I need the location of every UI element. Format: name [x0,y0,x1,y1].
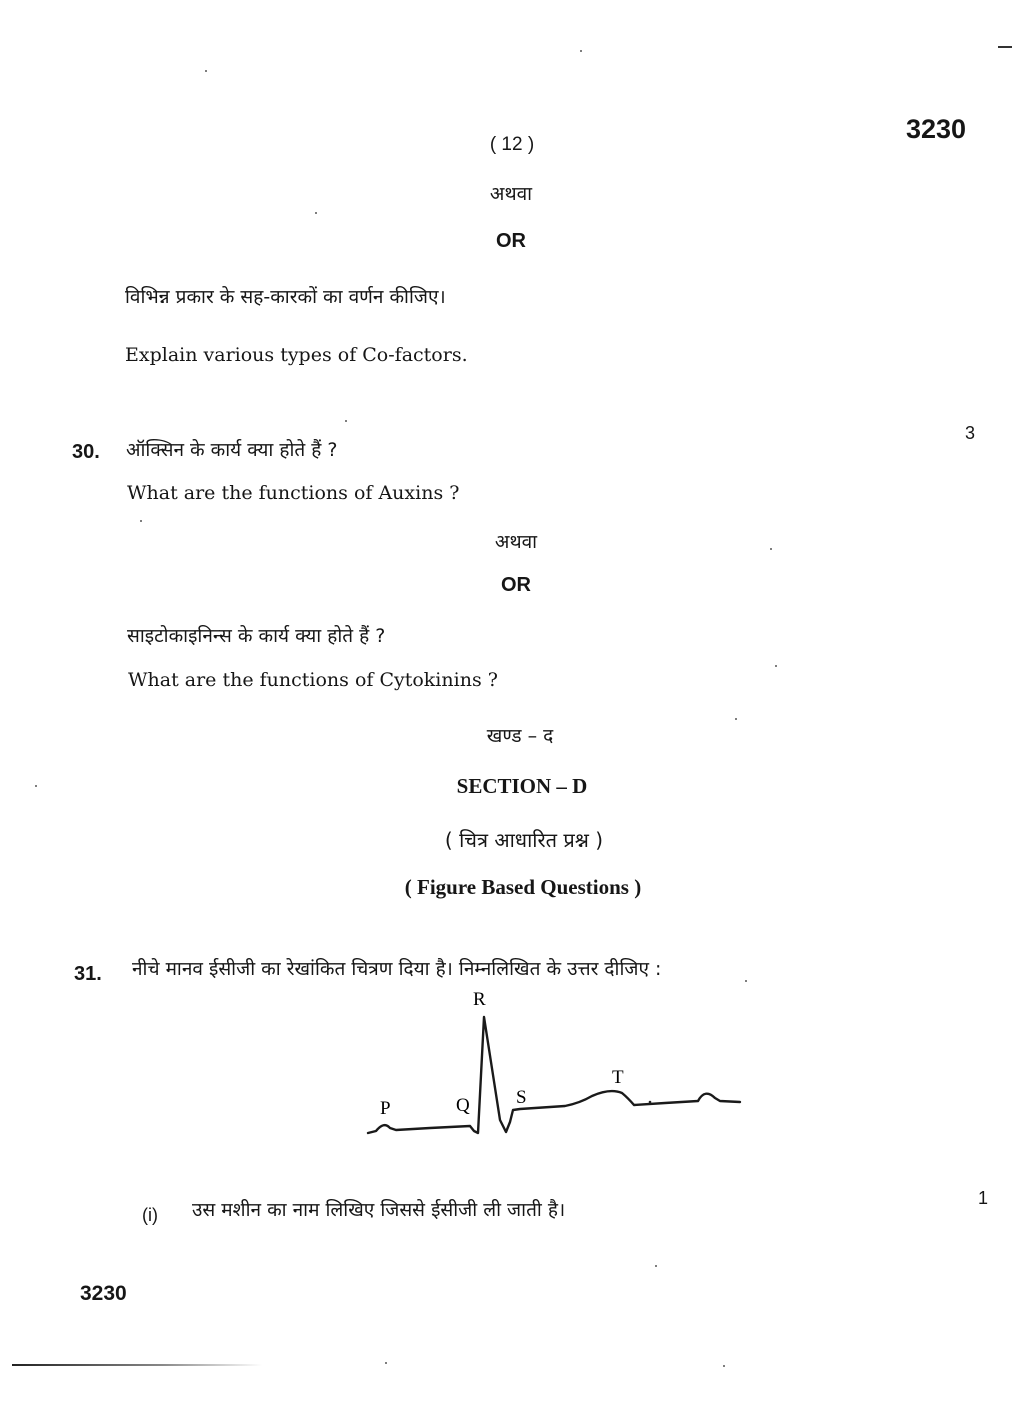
scan-speck [723,1365,725,1367]
or-english-2: OR [501,574,531,596]
scan-speck [315,212,317,214]
ecg-label-s: S [516,1087,527,1108]
ecg-figure [360,985,760,1145]
scan-speck [655,1265,657,1267]
or-hindi-1: अथवा [489,183,533,205]
paper-code-footer: 3230 [80,1282,127,1305]
q30-alt-text-english: What are the functions of Cytokinins ? [128,669,498,691]
q31-number: 31. [74,963,102,985]
scan-speck [735,718,737,720]
section-subtitle-hindi: ( चित्र आधारित प्रश्न ) [444,828,604,852]
ecg-trace [368,1017,740,1133]
q30-text-hindi: ऑक्सिन के कार्य क्या होते हैं ? [126,439,338,461]
q30-number: 30. [72,441,100,463]
scan-speck [745,980,747,982]
q29-alt-text-english: Explain various types of Co-factors. [125,344,468,366]
q31-sub-i-label: (i) [142,1205,158,1225]
q29-alt-text-hindi: विभिन्न प्रकार के सह-कारकों का वर्णन कीजिए। [125,286,446,308]
ecg-label-q: Q [456,1095,470,1116]
section-subtitle-english: ( Figure Based Questions ) [404,875,642,899]
scan-speck [140,520,142,522]
or-english-1: OR [496,230,526,252]
scan-speck [345,420,347,422]
or-hindi-2: अथवा [494,531,538,553]
scan-speck [775,665,777,667]
scan-speck [385,1362,387,1364]
scan-mark [998,46,1012,48]
paper-code-header: 3230 [906,114,967,144]
q31-sub-i-marks: 1 [978,1188,989,1208]
ecg-label-t: T [612,1067,624,1088]
ecg-label-p: P [380,1098,391,1119]
page-number: ( 12 ) [489,134,535,155]
q31-text-hindi: नीचे मानव ईसीजी का रेखांकित चित्रण दिया है। निम्नलिखित के उत्तर दीजिए : [132,958,662,980]
scan-speck [770,548,772,550]
q31-sub-i-text: उस मशीन का नाम लिखिए जिससे ईसीजी ली जाती है। [192,1199,566,1221]
q30-text-english: What are the functions of Auxins ? [127,482,460,504]
scan-edge-line [12,1364,262,1366]
q30-alt-text-hindi: साइटोकाइनिन्स के कार्य क्या होते हैं ? [127,625,386,647]
ecg-dot [649,1101,652,1104]
section-title-english: SECTION – D [456,774,588,798]
ecg-label-r: R [473,989,486,1010]
section-title-hindi: खण्ड – द [486,725,554,747]
scan-speck [580,50,582,52]
marks-q30: 3 [965,423,976,443]
scan-speck [205,70,207,72]
scan-speck [35,785,37,787]
